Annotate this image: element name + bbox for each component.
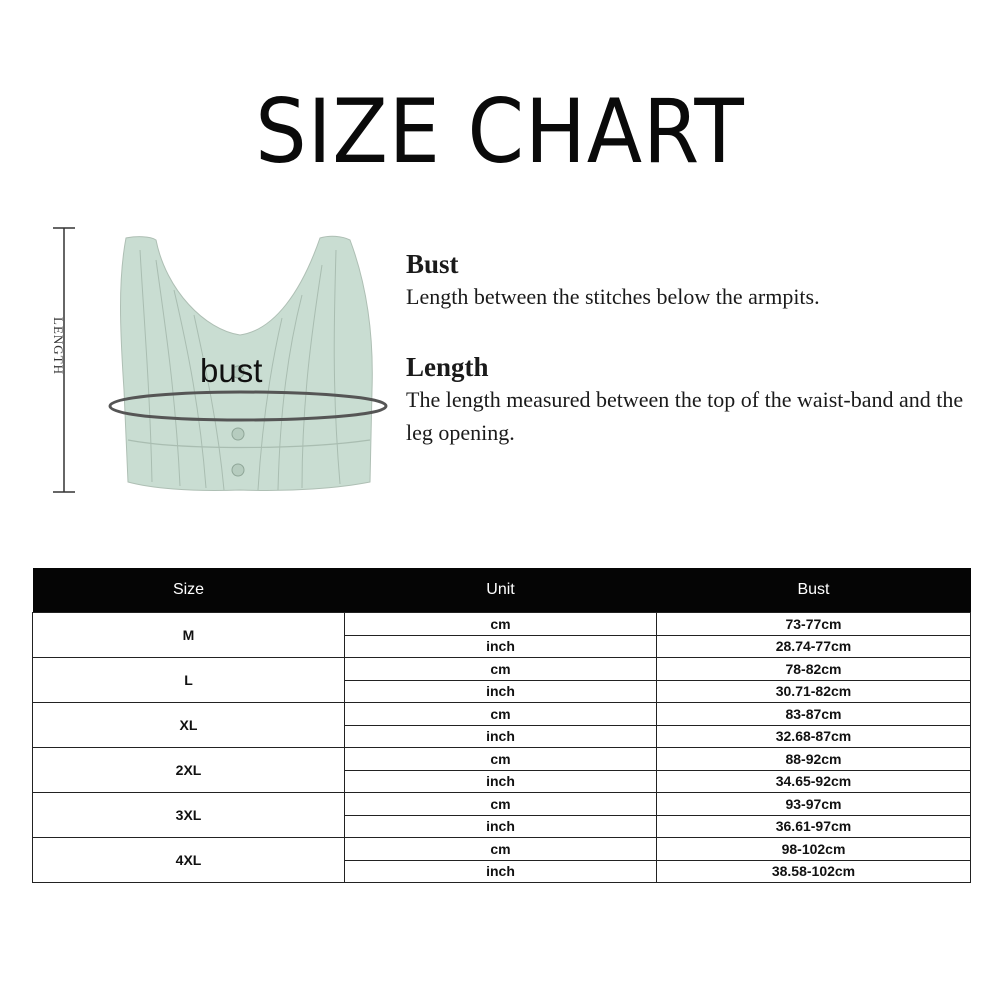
table-row (33, 793, 971, 816)
unit-cell: inch (345, 860, 657, 883)
table-row (33, 703, 971, 726)
table-header-row (33, 568, 971, 613)
bust-term: Bust (406, 249, 459, 279)
header-bust: Bust (657, 568, 971, 613)
bust-description (406, 248, 966, 313)
bust-cell: 30.71-82cm (657, 680, 971, 703)
bust-cell: 98-102cm (657, 838, 971, 861)
bust-cell: 88-92cm (657, 748, 971, 771)
table-row (33, 658, 971, 681)
bust-cell: 32.68-87cm (657, 725, 971, 748)
unit-cell: inch (345, 770, 657, 793)
unit-cell: inch (345, 680, 657, 703)
bust-label: bust (200, 352, 263, 389)
unit-cell: cm (345, 793, 657, 816)
size-cell: XL (33, 703, 345, 748)
length-description (406, 351, 966, 449)
table-row (33, 613, 971, 636)
unit-cell: cm (345, 613, 657, 636)
size-table (32, 568, 971, 883)
bust-cell: 73-77cm (657, 613, 971, 636)
bust-cell: 34.65-92cm (657, 770, 971, 793)
bust-cell: 93-97cm (657, 793, 971, 816)
garment-figure (40, 220, 390, 510)
unit-cell: inch (345, 635, 657, 658)
unit-cell: inch (345, 725, 657, 748)
size-cell: 4XL (33, 838, 345, 883)
bust-definition: Length between the stitches below the armpits. (406, 284, 820, 309)
size-table-container (32, 568, 970, 883)
header-size: Size (33, 568, 345, 613)
bust-cell: 36.61-97cm (657, 815, 971, 838)
size-cell: M (33, 613, 345, 658)
size-cell: L (33, 658, 345, 703)
bust-cell: 83-87cm (657, 703, 971, 726)
size-cell: 3XL (33, 793, 345, 838)
bust-cell: 28.74-77cm (657, 635, 971, 658)
unit-cell: inch (345, 815, 657, 838)
measurement-descriptions (406, 248, 966, 449)
length-term: Length (406, 352, 489, 382)
length-axis-label: LENGTH (51, 317, 66, 375)
header-unit: Unit (345, 568, 657, 613)
bust-cell: 38.58-102cm (657, 860, 971, 883)
bust-cell: 78-82cm (657, 658, 971, 681)
page-title: SIZE CHART (255, 80, 745, 183)
length-definition: The length measured between the top of the waist-band and the leg opening. (406, 387, 964, 445)
table-row (33, 838, 971, 861)
unit-cell: cm (345, 838, 657, 861)
unit-cell: cm (345, 658, 657, 681)
table-row (33, 748, 971, 771)
unit-cell: cm (345, 703, 657, 726)
unit-cell: cm (345, 748, 657, 771)
size-cell: 2XL (33, 748, 345, 793)
